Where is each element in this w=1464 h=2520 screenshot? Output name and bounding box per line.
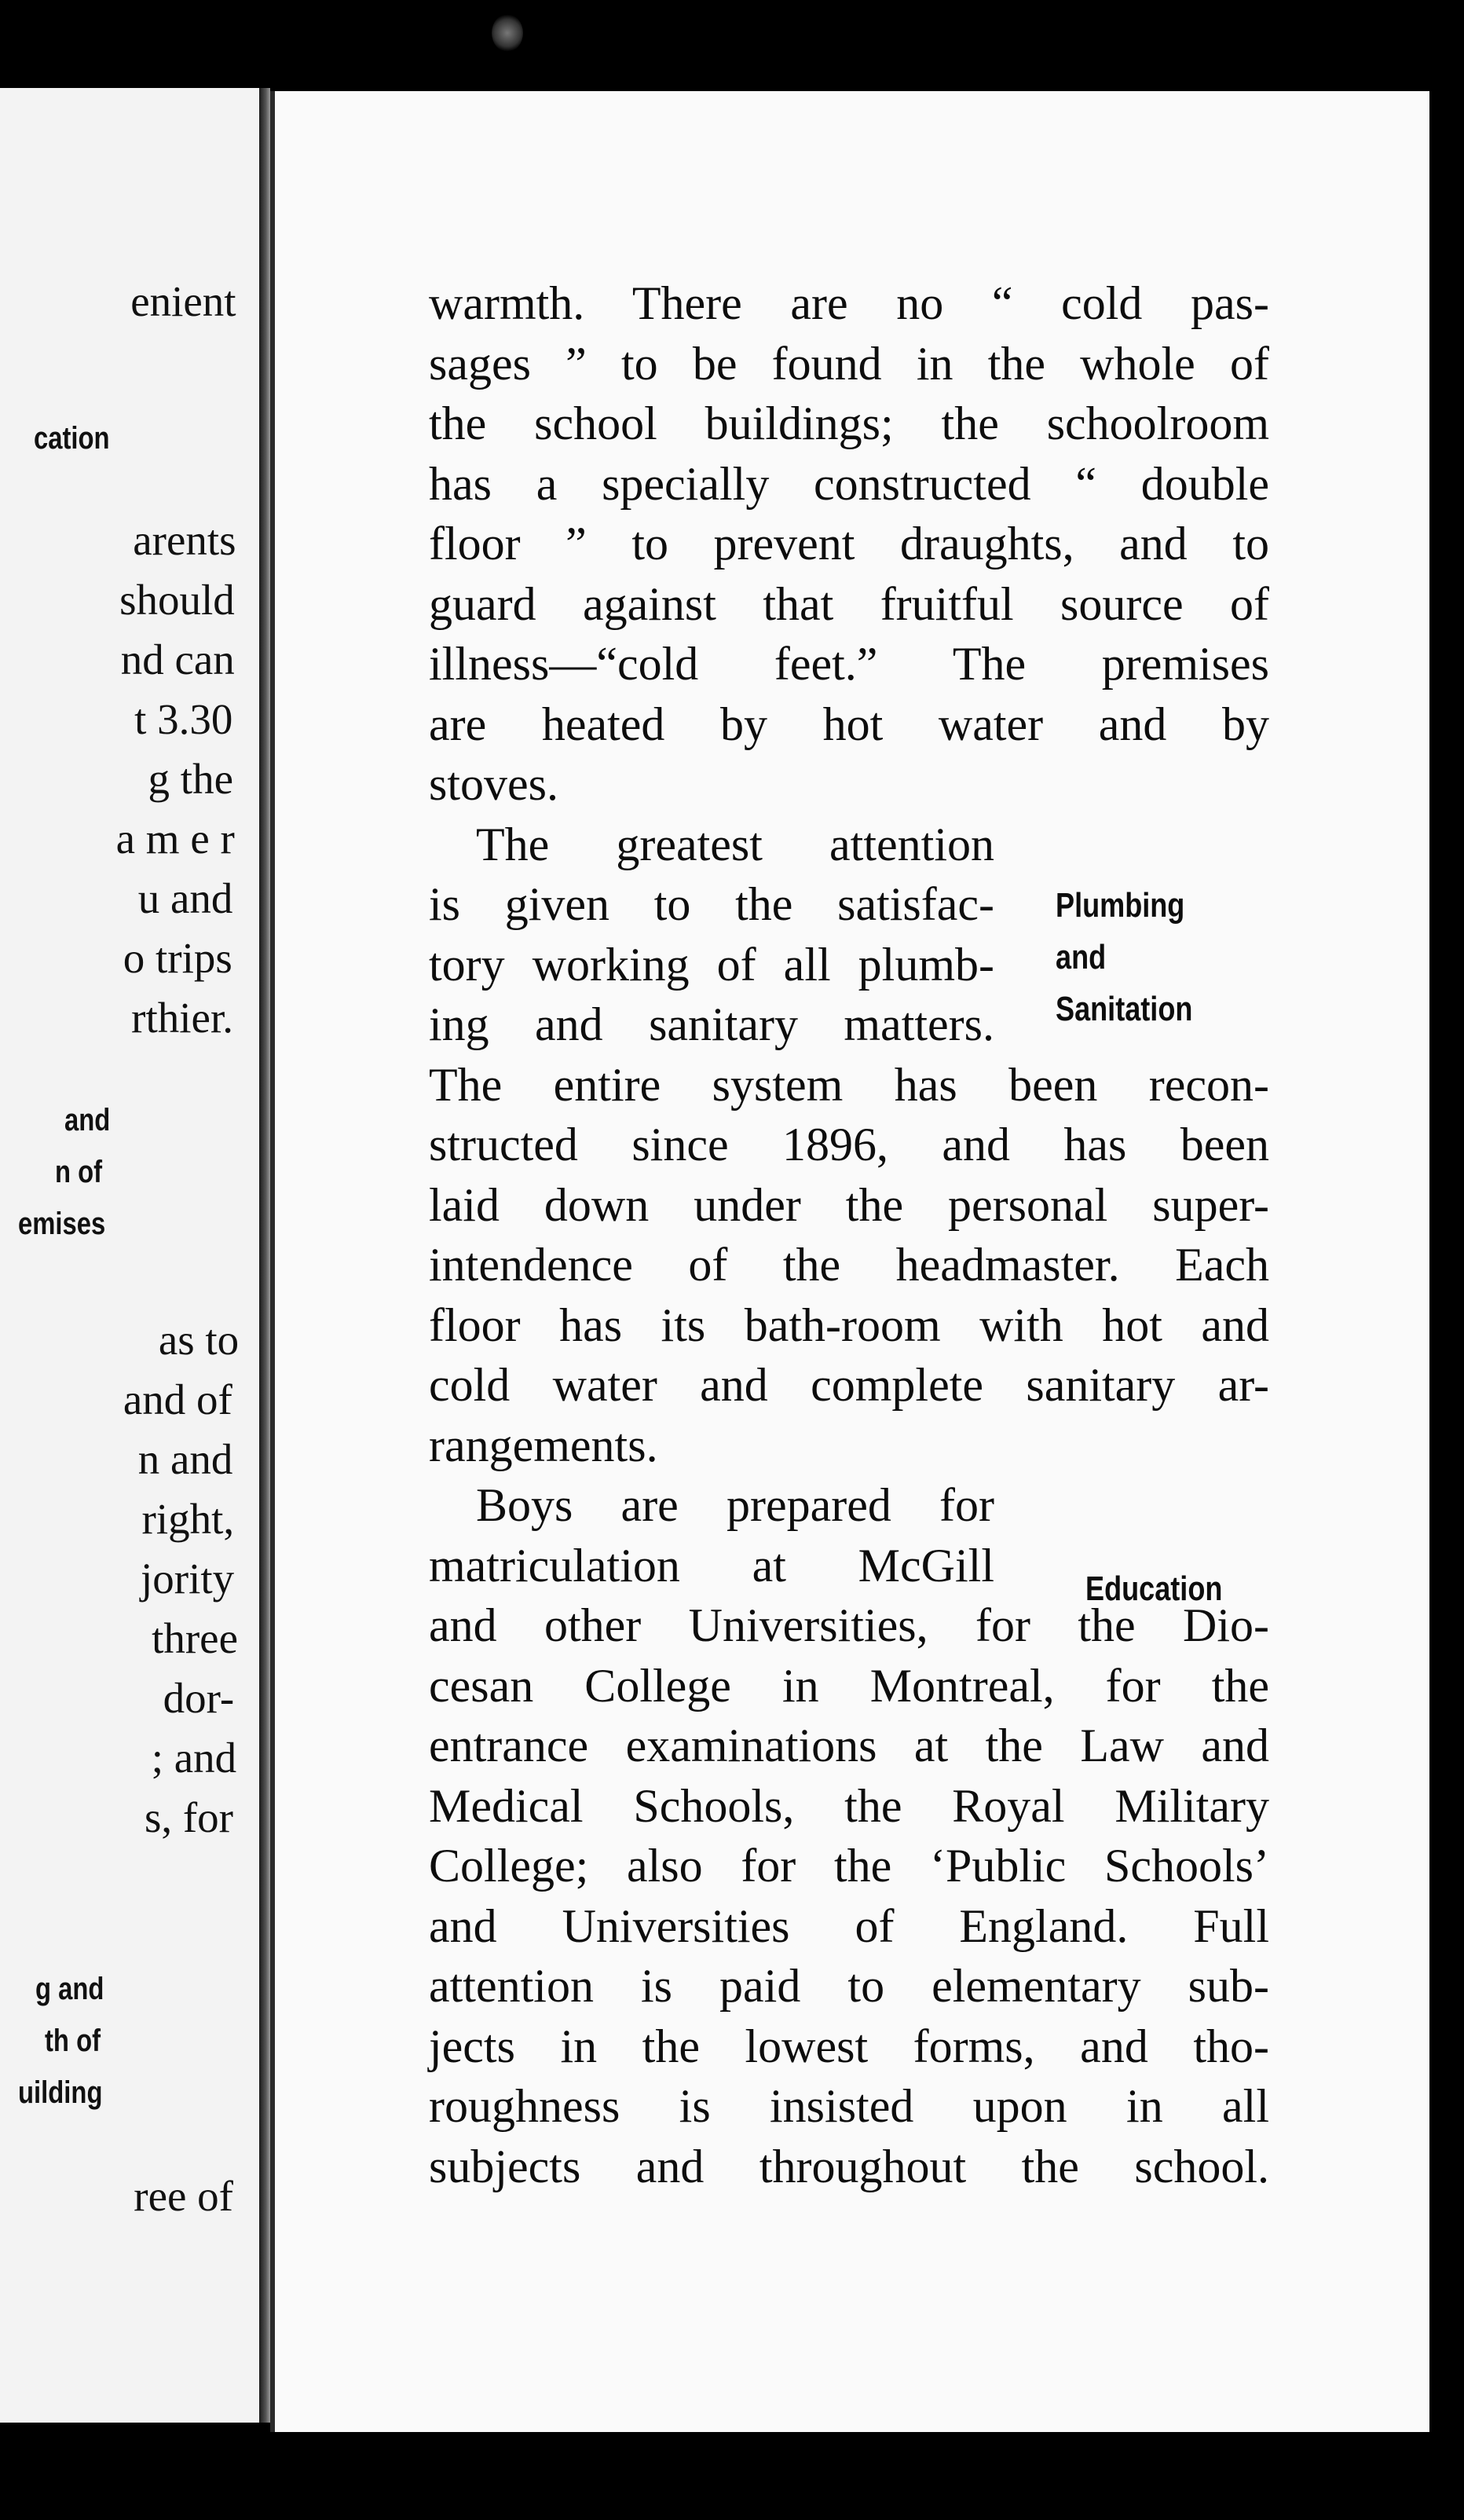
left-text-line: jority — [141, 1555, 235, 1602]
text-line: Medical Schools, the Royal Military — [429, 1779, 1269, 1832]
text-line: tory working of all plumb- — [429, 938, 994, 991]
left-text-line: and of — [123, 1375, 232, 1423]
text-line: and Universities of England. Full — [429, 1899, 1269, 1952]
text-line: has a specially constructed “ double — [429, 457, 1269, 510]
left-page — [0, 88, 259, 2423]
left-text-line: right, — [141, 1495, 235, 1543]
text-line: intendence of the headmaster. Each — [429, 1239, 1269, 1291]
left-margin-heading: th of — [44, 2024, 101, 2058]
text-line: floor ” to prevent draughts, and to — [429, 518, 1269, 570]
scan-smudge — [492, 14, 523, 52]
book-gutter — [259, 88, 270, 2423]
page-body — [429, 273, 1269, 2196]
left-margin-heading: emises — [17, 1207, 105, 1241]
left-text-line: n and — [137, 1435, 233, 1483]
text-line: the school buildings; the schoolroom — [429, 397, 1269, 449]
left-margin-heading: n of — [54, 1155, 102, 1189]
left-text-line: s, for — [144, 1793, 233, 1841]
text-line: stoves. — [429, 758, 558, 810]
left-text-line: o trips — [123, 934, 232, 982]
left-text-line: enient — [130, 277, 236, 325]
text-line: floor has its bath-room with hot and — [429, 1298, 1269, 1351]
text-line: cold water and complete sanitary ar- — [429, 1359, 1269, 1411]
text-line: attention is paid to elementary sub- — [429, 1960, 1269, 2012]
text-line: College; also for the ‘Public Schools’ — [429, 1840, 1269, 1892]
text-line: sages ” to be found in the whole of — [429, 337, 1269, 390]
side-heading-line: Plumbing — [1056, 886, 1185, 925]
left-text-line: a m e r — [115, 815, 235, 863]
left-text-line: ree of — [134, 2172, 233, 2220]
left-text-line: dor- — [163, 1674, 235, 1722]
text-line: structed since 1896, and has been — [429, 1119, 1269, 1170]
left-text-line: u and — [137, 874, 233, 922]
text-line: jects in the lowest forms, and tho- — [429, 2020, 1269, 2072]
text-line: subjects and throughout the school. — [429, 2140, 1269, 2192]
text-line: roughness is insisted upon in all — [429, 2080, 1269, 2132]
text-line: laid down under the personal super- — [429, 1178, 1269, 1231]
left-text-line: ; and — [151, 1734, 237, 1782]
left-margin-heading: g and — [35, 1972, 104, 2006]
text-line: The entire system has been recon- — [429, 1058, 1269, 1111]
text-line: illness—“cold feet.” The premises — [429, 638, 1269, 690]
left-margin-heading: and — [64, 1103, 110, 1137]
left-text-line: three — [152, 1614, 238, 1662]
left-text-line: as to — [158, 1316, 240, 1364]
right-page — [270, 91, 1429, 2432]
left-text-line: nd can — [120, 635, 235, 683]
text-line: warmth. There are no “ cold pas- — [429, 277, 1269, 329]
left-margin-heading: uilding — [17, 2075, 102, 2110]
text-line: matriculation at McGill — [429, 1539, 994, 1591]
side-heading-education: Education — [1085, 1570, 1223, 1608]
side-heading-line: and — [1056, 938, 1107, 976]
text-line: entrance examinations at the Law and — [429, 1720, 1269, 1771]
text-line: rangements. — [429, 1419, 658, 1471]
left-text-line: should — [119, 576, 235, 624]
left-text-line: g the — [148, 755, 233, 803]
text-line: is given to the satisfac- — [429, 878, 994, 930]
left-text-line: arents — [133, 516, 236, 564]
left-text-line: rthier. — [131, 994, 233, 1042]
text-line: The greatest attention — [476, 818, 994, 870]
side-heading-plumbing — [1056, 880, 1192, 1035]
text-line: are heated by hot water and by — [429, 698, 1269, 750]
text-line: guard against that fruitful source of — [429, 577, 1269, 630]
text-line: cesan College in Montreal, for the — [429, 1659, 1269, 1712]
left-text-line: t 3.30 — [134, 695, 233, 743]
text-line: ing and sanitary matters. — [429, 998, 994, 1050]
text-line: and other Universities, for the Dio- — [429, 1599, 1269, 1651]
left-margin-heading: cation — [34, 421, 110, 456]
text-line: Boys are prepared for — [476, 1479, 994, 1531]
side-heading-line: Sanitation — [1056, 990, 1193, 1028]
